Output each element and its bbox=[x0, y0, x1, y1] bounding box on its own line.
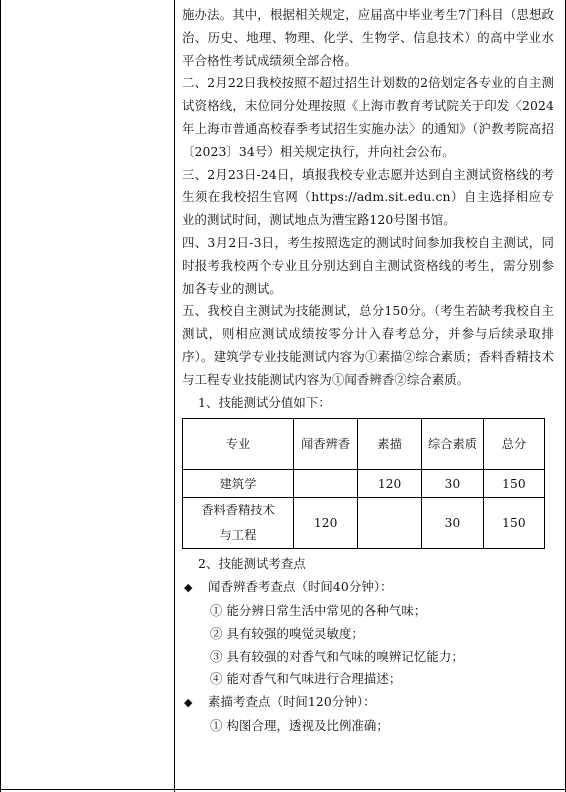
table-header-cell: 总分 bbox=[483, 419, 544, 470]
table-cell: 120 bbox=[294, 498, 358, 549]
list-item: ④ 能对香气和气味进行合理描述； bbox=[210, 671, 402, 687]
table-header-cell: 专业 bbox=[183, 419, 294, 470]
table-row bbox=[183, 470, 545, 498]
diamond-bullet-icon: ◆ bbox=[184, 581, 193, 595]
table-cell: 30 bbox=[422, 498, 484, 549]
section-heading: 1、技能测试分值如下： bbox=[198, 394, 331, 410]
score-table bbox=[182, 418, 545, 549]
diamond-bullet-icon: ◆ bbox=[184, 696, 193, 710]
table-row bbox=[183, 498, 545, 549]
list-item: ① 能分辨日常生活中常见的各种气味； bbox=[210, 602, 427, 618]
table-cell: 30 bbox=[422, 470, 484, 498]
bullet-title: 闻香辨香考查点（时间40分钟）： bbox=[208, 579, 393, 595]
paragraph: 五、我校自主测试为技能测试，总分150分。（考生若缺考我校自主测试，则相应测试成绩按零分计入春考总分，并参与后续录取排序）。建筑学专业技能测试内容为①素描②综合素质；香料香精技术与工程专业技能测试内容为①闻香辨香②综合素质。 bbox=[182, 303, 554, 387]
paragraph: 二、2月22日我校按照不超过招生计划数的2倍划定各专业的自主测试资格线，末位同分处理按照《上海市教育考试院关于印发〈2024年上海市普通高校春季考试招生实施办法〉的通知》（沪教考院高招〔2023〕34号）相关规定执行，并向社会公布。 bbox=[182, 75, 554, 159]
list-item: ① 构图合理，透视及比例准确； bbox=[210, 717, 389, 733]
bullet-heading bbox=[182, 576, 554, 600]
paragraph: 施办法。其中，根据相关规定，应届高中毕业考生7门科目（思想政治、历史、地理、物理、化学、生物学、信息技术）的高中学业水平合格性考试成绩须全部合格。 bbox=[182, 7, 554, 68]
table-header-row bbox=[183, 419, 545, 470]
list-item: ② 具有较强的嗅觉灵敏度； bbox=[210, 625, 364, 641]
paragraph: 三、2月23日-24日，填报我校专业志愿并达到自主测试资格线的考生须在我校招生官网（https://adm.sit.edu.cn）自主选择相应专业的测试时间，测试地点为漕宝路120号图书馆。 bbox=[182, 166, 554, 228]
paragraph: 四、3月2日-3日，考生按照选定的测试时间参加我校自主测试，同时报考我校两个专业且分别达到自主测试资格线的考生，需分别参加各专业的测试。 bbox=[182, 234, 554, 296]
table-cell bbox=[294, 470, 358, 498]
document-content bbox=[182, 4, 554, 738]
table-cell: 150 bbox=[483, 498, 544, 549]
table-left-border bbox=[0, 0, 1, 792]
table-cell: 120 bbox=[358, 470, 422, 498]
table-cell: 香料香精技术与工程 bbox=[183, 498, 294, 549]
table-header-cell: 素描 bbox=[358, 419, 422, 470]
table-header-cell: 闻香辨香 bbox=[294, 419, 358, 470]
list-item: ③ 具有较强的对香气和气味的嗅辨记忆能力； bbox=[210, 648, 464, 664]
table-header-cell: 综合素质 bbox=[422, 419, 484, 470]
bullet-heading bbox=[182, 691, 554, 715]
table-cell: 150 bbox=[483, 470, 544, 498]
section-heading: 2、技能测试考查点 bbox=[198, 556, 306, 572]
bullet-title: 素描考查点（时间120分钟）： bbox=[208, 694, 376, 710]
table-bottom-border bbox=[0, 789, 566, 790]
table-cell bbox=[358, 498, 422, 549]
table-cell: 建筑学 bbox=[183, 470, 294, 498]
table-column-divider bbox=[174, 0, 175, 792]
